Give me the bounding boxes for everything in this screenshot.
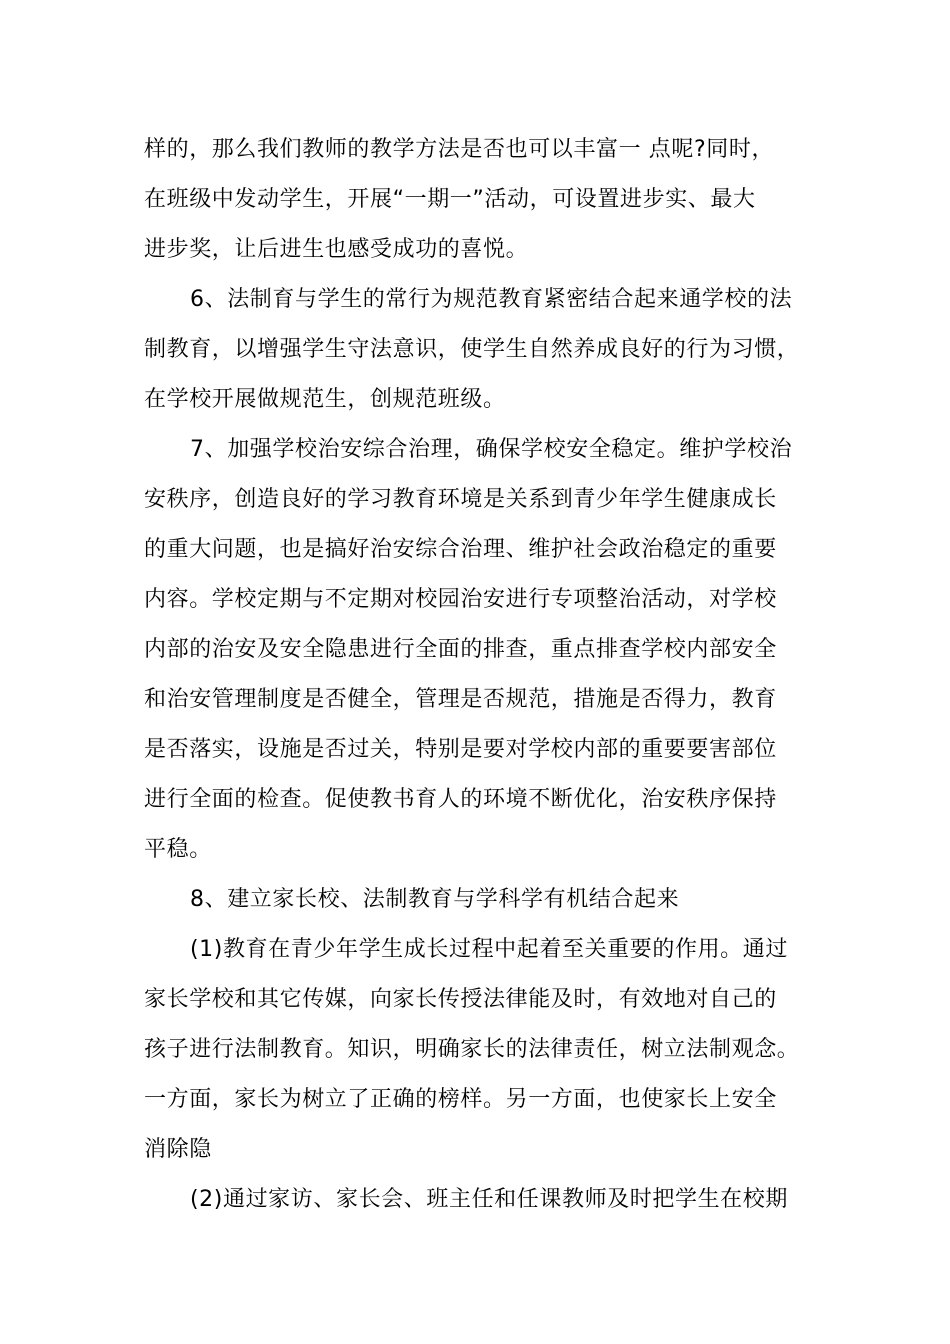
text-line: 安秩序，创造良好的学习教育环境是关系到青少年学生健康成长 (144, 487, 777, 512)
text-line: 是否落实，设施是否过关，特别是要对学校内部的重要要害部位 (144, 737, 777, 762)
text-line: 在班级中发动学生，开展“一期一”活动，可设置进步实、最大 (144, 187, 756, 212)
text-line: 和治安管理制度是否健全，管理是否规范，措施是否得力，教育 (144, 687, 777, 712)
paragraph-start-line: (2)通过家访、家长会、班主任和任课教师及时把学生在校期 (190, 1187, 788, 1212)
text-line: 进行全面的检查。促使教书育人的环境不断优化，治安秩序保持 (144, 787, 777, 812)
text-line: 在学校开展做规范生，创规范班级。 (144, 387, 506, 412)
text-line: 进步奖，让后进生也感受成功的喜悦。 (144, 237, 529, 262)
paragraph-start-line: 7、加强学校治安综合治理，确保学校安全稳定。维护学校治 (190, 437, 793, 462)
text-line: 平稳。 (144, 837, 212, 862)
text-line: 消除隐 (144, 1137, 212, 1162)
text-line: 一方面，家长为树立了正确的榜样。另一方面，也使家长上安全 (144, 1087, 777, 1112)
text-line: 内容。学校定期与不定期对校园治安进行专项整治活动，对学校 (144, 587, 777, 612)
text-line: 样的，那么我们教师的教学方法是否也可以丰富一 点呢?同时， (144, 137, 775, 162)
text-line: 的重大问题，也是搞好治安综合治理、维护社会政治稳定的重要 (144, 537, 777, 562)
text-line: 内部的治安及安全隐患进行全面的排查，重点排查学校内部安全 (144, 637, 777, 662)
paragraph-start-line: 6、法制育与学生的常行为规范教育紧密结合起来通学校的法 (190, 287, 793, 312)
paragraph-start-line: (1)教育在青少年学生成长过程中起着至关重要的作用。通过 (190, 937, 788, 962)
text-line: 制教育，以增强学生守法意识，使学生自然养成良好的行为习惯， (144, 337, 800, 362)
text-line: 家长学校和其它传媒，向家长传授法律能及时，有效地对自己的 (144, 987, 777, 1012)
paragraph-start-line: 8、建立家长校、法制教育与学科学有机结合起来 (190, 887, 680, 912)
text-line: 孩子进行法制教育。知识，明确家长的法律责任，树立法制观念。 (144, 1037, 800, 1062)
